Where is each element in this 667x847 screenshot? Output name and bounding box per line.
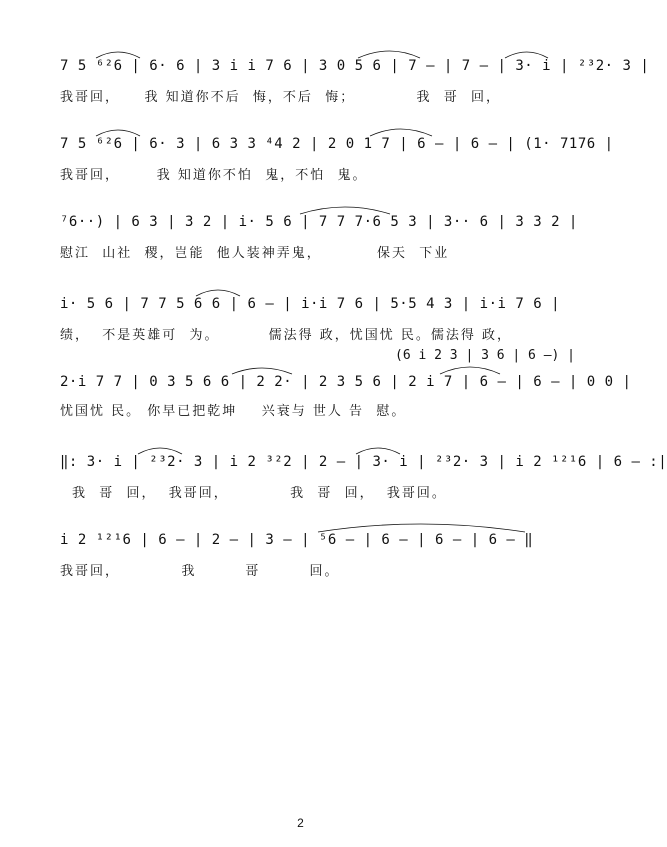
lyric-line: 绩， 不是英雄可 为。 儒法得 政，忧国忧 民。儒法得 政， bbox=[60, 328, 512, 343]
notation-line: i 2 ¹²¹6 | 6 – | 2 – | 3 – | ⁵6 – | 6 – | 6 – | 6 – ‖ bbox=[60, 532, 534, 548]
page-number: 2 bbox=[297, 816, 304, 830]
lyric-line: 我哥回， 我 哥 回。 bbox=[60, 564, 340, 579]
instrumental-interlude: (6 i 2 3 | 3 6 | 6 –) | bbox=[395, 348, 576, 363]
notation-line: ⁷6··) | 6 3 | 3 2 | i· 5 6 | 7 7 7·6 5 3 | 3·· 6 | 3 3 2 | bbox=[60, 214, 578, 230]
lyric-line: 我 哥 回， 我哥回， 我 哥 回， 我哥回。 bbox=[72, 486, 447, 501]
lyric-line: 我哥回， 我 知道你不后 悔，不后 悔； 我 哥 回， bbox=[60, 90, 502, 105]
notation-line: 2·i 7 7 | 0 3 5 6 6 | 2 2· | 2 3 5 6 | 2 i 7 | 6 – | 6 – | 0 0 | bbox=[60, 374, 632, 390]
lyric-line: 我哥回， 我 知道你不怕 鬼，不怕 鬼。 bbox=[60, 168, 368, 183]
lyric-line: 忧国忧 民。 你早已把乾坤 兴衰与 世人 告 慰。 bbox=[60, 404, 407, 419]
notation-line: ‖: 3· i | ²³2· 3 | i 2 ³²2 | 2 – | 3· i | ²³2· 3 | i 2 ¹²¹6 | 6 – :| bbox=[60, 454, 667, 470]
notation-line: 7 5 ⁶²6 | 6· 3 | 6 3 3 ⁴4 2 | 2 0 1 7 | 6 – | 6 – | (1· 7176 | bbox=[60, 136, 614, 152]
notation-line: i· 5 6 | 7 7 5 6 6 | 6 – | i·i 7 6 | 5·5 4 3 | i·i 7 6 | bbox=[60, 296, 561, 312]
notation-line: 7 5 ⁶²6 | 6· 6 | 3 i i 7 6 | 3 0 5 6 | 7 – | 7 – | 3· i | ²³2· 3 | bbox=[60, 58, 650, 74]
lyric-line: 慰江 山社 稷，岂能 他人装神弄鬼， 保天 下业 bbox=[60, 246, 450, 261]
